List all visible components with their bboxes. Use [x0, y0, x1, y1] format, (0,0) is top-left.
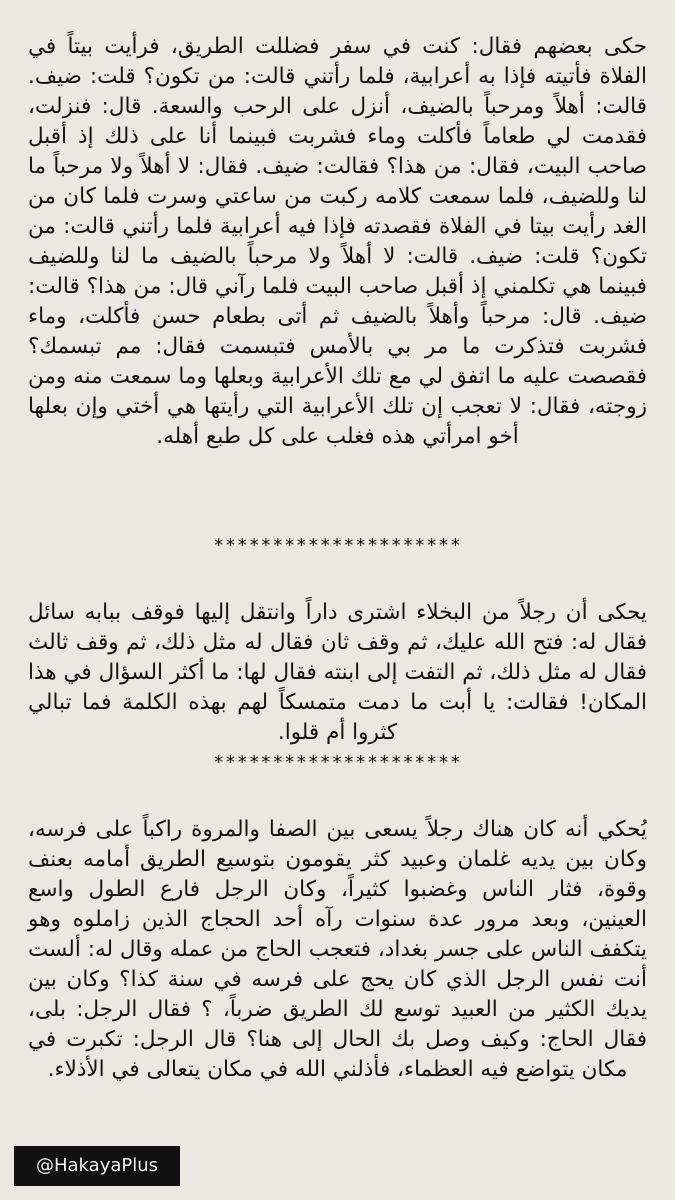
- story-miser-house: يحكى أن رجلاً من البخلاء اشترى داراً وانتقل إليها فوقف ببابه سائل فقال له: فتح الله عليك، ثم وقف ثان فقال له مثل ذلك، ثم وقف ثالث فقال له مثل ذلك، ثم التفت إلى ابنته فقال لها: ما أكثر السؤال في هذا المكان! فقالت: يا أبت ما دمت متمسكاً لهم بهذه الكلمة فما تبالي كثروا أم قلوا.: [28, 600, 647, 745]
- asterisk-separator: *********************: [213, 752, 462, 773]
- story-guest-and-bedouin: حكى بعضهم فقال: كنت في سفر فضللت الطريق، فرأيت بيتاً في الفلاة فأتيته فإذا به أعرابية، فلما رأتني قالت: من تكون؟ قلت: ضيف. قالت: أهلاً ومرحباً بالضيف، أنزل على الرحب والسعة. قال: فنزلت، فقدمت لي طعاماً فأكلت وماء فشربت فبينما أنا على ذلك إذ أقبل صاحب البيت، فقال: من هذا؟ فقالت: ضيف. فقال: لا أهلاً ولا مرحباً ما لنا وللضيف، فلما سمعت كلامه ركبت من ساعتي وسرت فلما كان من الغد رأيت بيتا في الفلاة فقصدته فإذا فيه أعرابية فلما رأتني قالت: من تكون؟ قلت: ضيف. قالت: لا أهلاً ولا مرحباً بالضيف ما لنا وللضيف فبينما هي تكلمني إذ أقبل صاحب البيت فلما رآني قال: من هذا؟ قالت: ضيف. قال: مرحباً وأهلاً بالضيف ثم أتى بطعام حسن فأكلت، وماء فشربت فتذكرت ما مر بي بالأمس فتبسمت فقال: مم تبسمك؟ فقصصت عليه ما اتفق لي مع تلك الأعرابية وبعلها وما سمعت منه ومن زوجته، فقال: لا تعجب إن تلك الأعرابية التي رأيتها هي أختي وإن بعلها أخو امرأتي هذه فغلب على كل طبع أهله.: [28, 34, 647, 449]
- watermark-handle: @HakayaPlus: [14, 1146, 180, 1186]
- asterisk-separator: *********************: [213, 535, 462, 556]
- story-arrogant-rider: يُحكي أنه كان هناك رجلاً يسعى بين الصفا والمروة راكباً على فرسه، وكان بين يديه غلمان وعبيد كثر يقومون بتوسيع الطريق أمامه بعنف وقوة، فثار الناس وغضبوا كثيراً، وكان الرجل فارع الطول واسع العينين، وبعد مرور عدة سنوات رآه أحد الحجاج الذين زاملوه وهو يتكفف الناس على جسر بغداد، فتعجب الحاج من عمله وقال له: ألست أنت نفس الرجل الذي كان يحج على فرسه في سنة كذا؟ وكان بين يديك الكثير من العبيد توسع لك الطريق ضرباً، ؟ فقال الرجل: بلى، فقال الحاج: وكيف وصل بك الحال إلى هنا؟ قال الرجل: تكبرت في مكان يتواضع فيه العظماء، فأذلني الله في مكان يتعالى في الأذلاء.: [28, 817, 647, 1082]
